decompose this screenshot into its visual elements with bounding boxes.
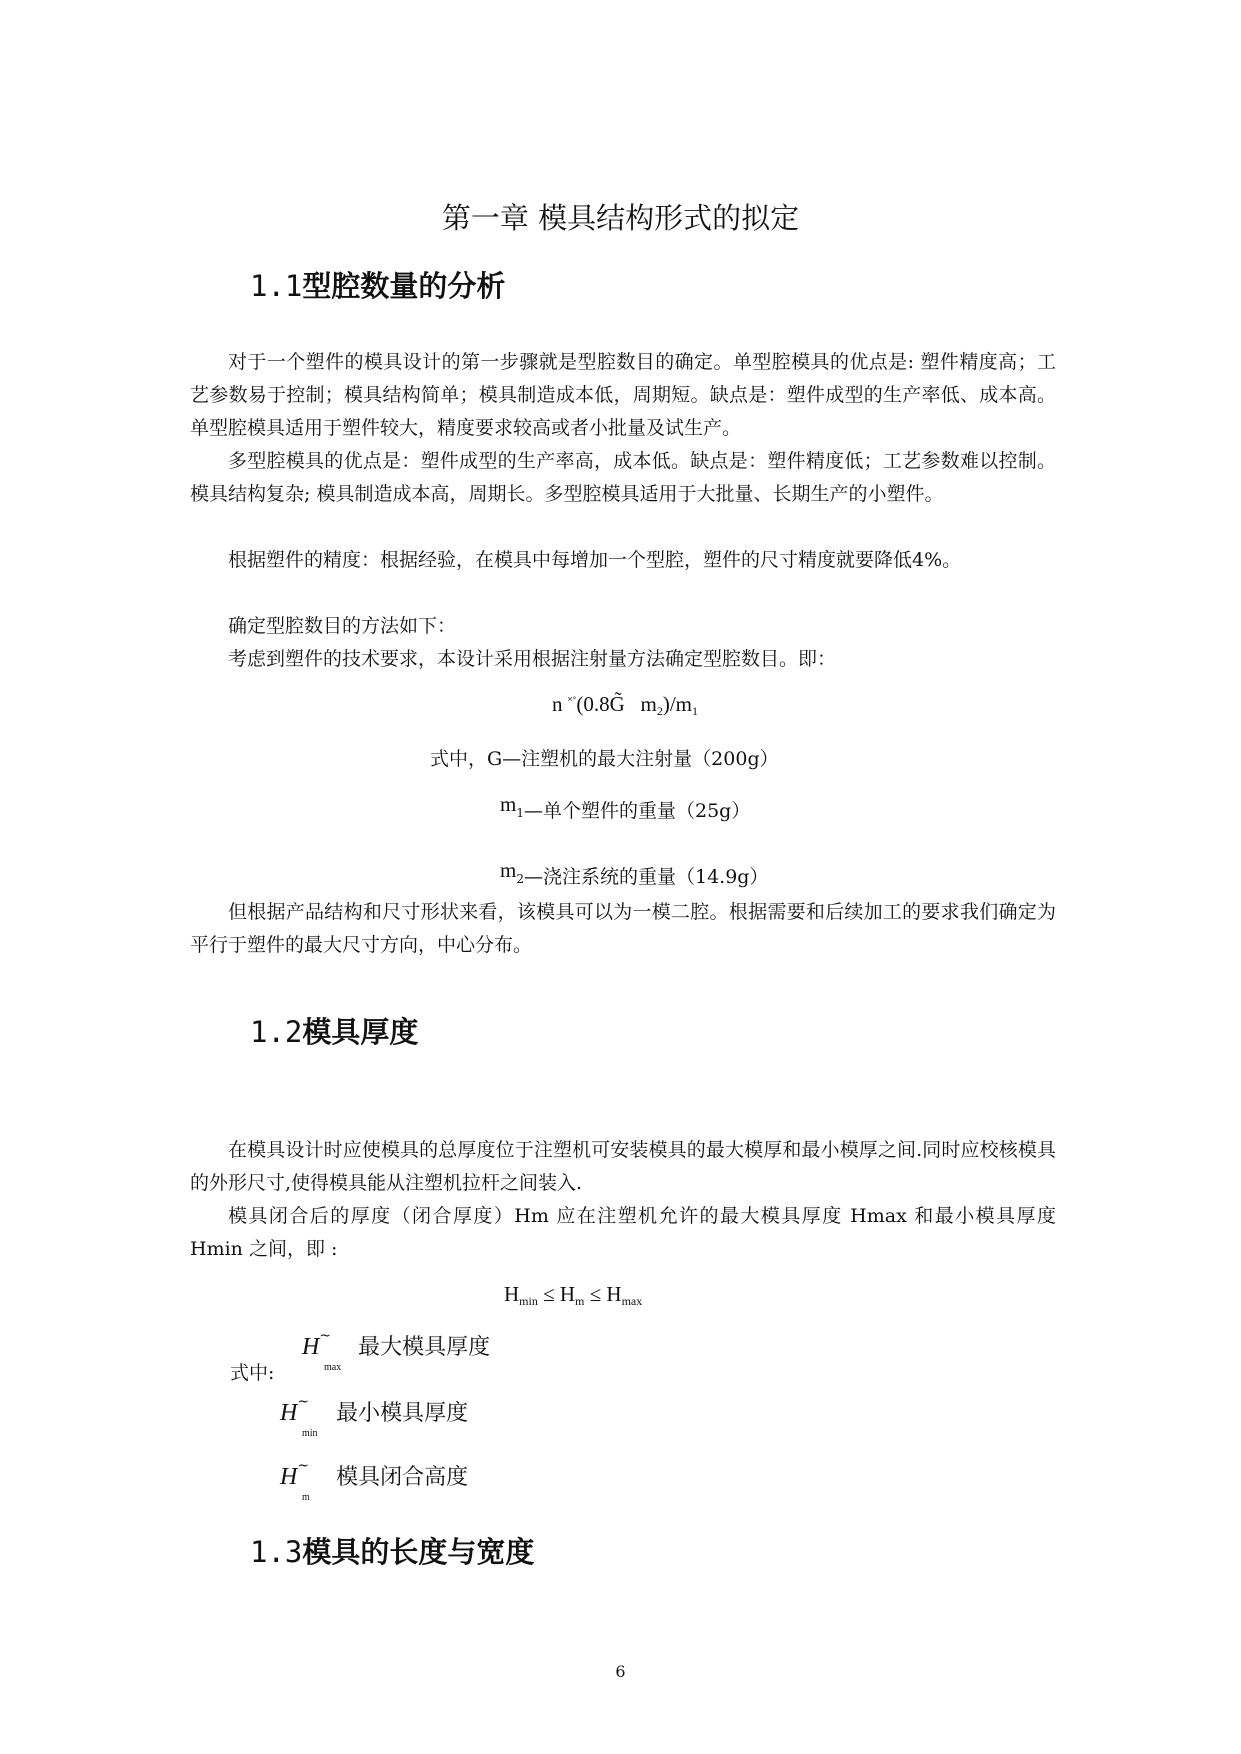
paragraph: 在模具设计时应使模具的总厚度位于注塑机可安装模具的最大模厚和最小模厚之间.同时应校核模具的外形尺寸,使得模具能从注塑机拉杆之间装入.	[190, 1139, 1056, 1194]
paragraph: 考虑到塑件的技术要求，本设计采用根据注射量方法确定型腔数目。即：	[228, 648, 837, 670]
section-heading-1-1	[250, 264, 505, 305]
hm-definition: H~ m 模具闭合高度	[280, 1458, 469, 1503]
paragraph: 对于一个塑件的模具设计的第一步骤就是型腔数目的确定。单型腔模具的优点是: 塑件精度高；工艺参数易于控制；模具结构简单；模具制造成本低，周期短。缺点是：塑件成型的生产率低、成本高。单型腔模具适用于塑件较大，精度要求较高或者小批量及试生产。	[190, 351, 1056, 439]
m2-definition: m2—浇注系统的重量（14.9g）	[500, 858, 769, 888]
page-number: 6	[615, 1662, 626, 1681]
paragraph: 但根据产品结构和尺寸形状来看，该模具可以为一模二腔。根据需要和后续加工的要求我们确定为平行于塑件的最大尺寸方向，中心分布。	[190, 901, 1056, 956]
section-heading-1-3	[250, 1530, 534, 1571]
hmin-definition: H~ min 最小模具厚度	[280, 1394, 469, 1439]
cavity-formula: n ˟˚(0.8G̃ $m_2)/m_1$	[552, 692, 699, 718]
hmax-definition: H~ max 最大模具厚度	[302, 1328, 491, 1373]
paragraph: 确定型腔数目的方法如下：	[228, 615, 457, 637]
section-number: 1.2	[250, 1015, 303, 1049]
formula-where: 式中，G—注塑机的最大注射量（200g）	[430, 748, 779, 770]
paragraph: 模具闭合后的厚度（闭合厚度）Hm 应在注塑机允许的最大模具厚度 Hmax 和最小模具厚度 Hmin 之间，即 :	[190, 1205, 1056, 1260]
where-label: 式中:	[230, 1362, 275, 1384]
section-heading-1-2	[250, 1010, 418, 1051]
section-title: 模具的长度与宽度	[302, 1535, 535, 1569]
thickness-inequality: $H_{min} \le H_m \le H_{max}$	[504, 1282, 643, 1308]
paragraph: 多型腔模具的优点是：塑件成型的生产率高，成本低。缺点是：塑件精度低；工艺参数难以控制。模具结构复杂; 模具制造成本高，周期长。多型腔模具适用于大批量、长期生产的小塑件。	[190, 450, 1056, 505]
m1-definition: m1—单个塑件的重量（25g）	[500, 792, 751, 822]
section-number: 1.3	[250, 1535, 303, 1569]
chapter-title: 第一章 模具结构形式的拟定	[441, 201, 800, 235]
section-title: 型腔数量的分析	[302, 269, 506, 303]
paragraph: 根据塑件的精度：根据经验，在模具中每增加一个型腔，塑件的尺寸精度就要降低4%。	[228, 549, 962, 571]
section-title: 模具厚度	[302, 1015, 419, 1049]
section-number: 1.1	[250, 269, 303, 303]
